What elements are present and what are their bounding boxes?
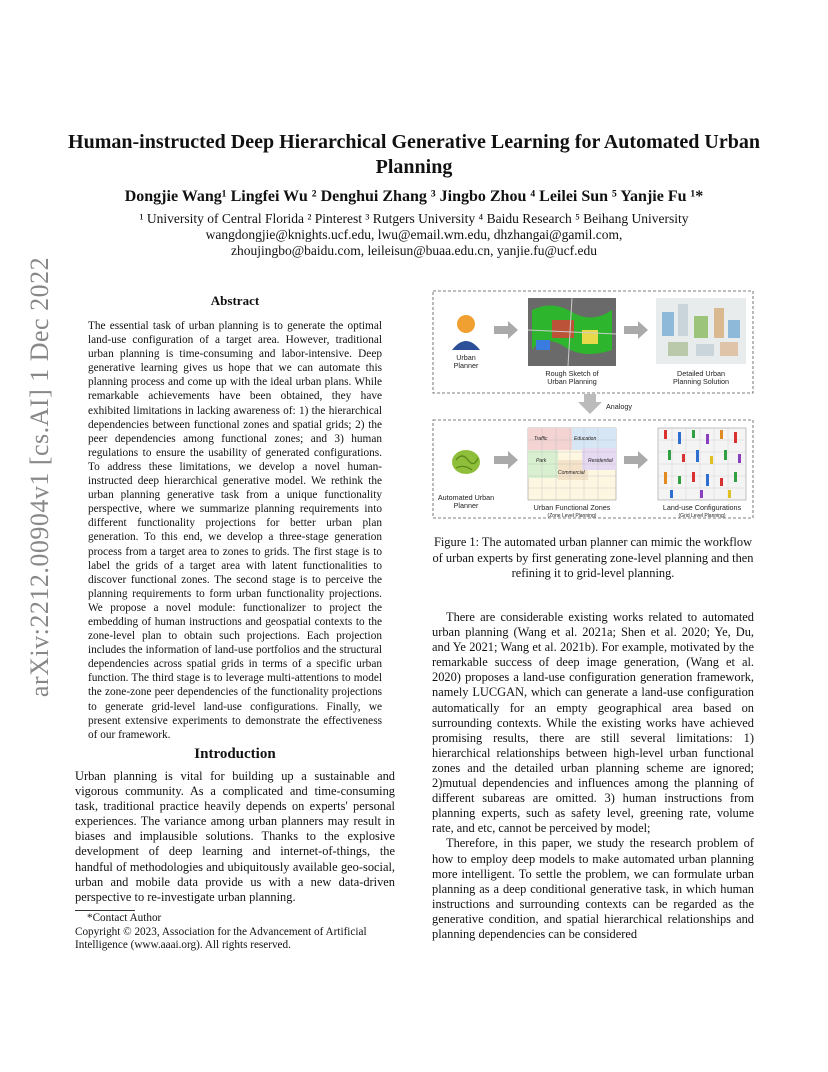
arrow-right-icon <box>624 451 648 469</box>
label-sketch-1: Rough Sketch of <box>545 369 599 378</box>
author-list: Dongjie Wang¹ Lingfei Wu ² Denghui Zhang ³ Jingbo Zhou ⁴ Leilei Sun ⁵ Yanjie Fu ¹* <box>124 188 704 205</box>
paragraph-related-work: There are considerable existing works related to automated urban planning (Wang et al. 2021a; Shen et al. 2020; Ye, Du, and Ye 2021; Wang et al. 2021b). For example, motivated by the remarkable success of deep image generation, (Wang et al. 2020) proposes a land-use configuration generation framework, namely LUCGAN, which can generate a land-use configuration automatically for an empty geographical area based on surrounding contexts. While the existing works have achieved promising results, there are still several limitations: 1) hierarchical relationships between high-level urban functional zones and the detailed urban planning scheme are ignored; 2)mutual dependencies and influences among the planning of different subareas are omitted. 3) human instructions from planning experts, such as safety level, greening rate, volume rate, and etc, cannot be perceived by model; <box>432 610 754 836</box>
paper-title: Human-instructed Deep Hierarchical Generative Learning for Automated Urban Planning <box>68 131 760 178</box>
arrow-right-icon <box>494 451 518 469</box>
affiliation-emails-2: zhoujingbo@baidu.com, leileisun@buaa.edu.cn, yanjie.fu@ucf.edu <box>230 243 598 258</box>
abstract-heading: Abstract <box>210 293 260 308</box>
rough-sketch-map-image <box>528 298 616 366</box>
brain-icon <box>452 450 480 474</box>
introduction-body: Urban planning is vital for building up a sustainable and vigorous community. As a complicated and time-consuming task, traditional practice heavily depends on experts' personal experiences. The variance among urban planners may result in biases and implausible solutions. Thanks to the explosive development of deep learning and internet-of-things, the handful of methodologies and ubiquitously available geo-social, urban and mobile data provide us with a new data-driven perspective to re-investigate urban planning. <box>75 769 395 904</box>
label-sketch-2: Urban Planning <box>547 377 597 386</box>
zone-education-label: Education <box>574 436 597 442</box>
figure-1 <box>432 290 754 522</box>
label-solution-2: Planning Solution <box>673 377 729 386</box>
arrow-right-icon <box>494 321 518 339</box>
zone-traffic-label: Traffic <box>534 436 548 442</box>
zone-residential-label: Residential <box>588 458 613 464</box>
label-auto-planner-1: Automated Urban <box>437 493 495 502</box>
label-configs: Land-use Configurations <box>662 503 742 512</box>
label-planner-2: Planner <box>453 361 479 370</box>
land-use-configurations-grid <box>658 428 746 500</box>
arrow-down-icon <box>578 394 602 414</box>
zone-park-label: Park <box>536 458 547 464</box>
introduction-heading: Introduction <box>194 746 276 762</box>
footnote-contact: *Contact Author <box>87 912 162 924</box>
label-planner-1: Urban <box>456 353 476 362</box>
right-column-body <box>432 610 754 942</box>
affiliation-institutions: ¹ University of Central Florida ² Pinterest ³ Rutgers University ⁴ Baidu Research ⁵ Beihang University <box>139 211 689 226</box>
zone-commercial-label: Commercial <box>558 470 585 476</box>
label-analogy: Analogy <box>606 402 632 411</box>
figure-caption: Figure 1: The automated urban planner can mimic the workflow of urban experts by first generating zone-level planning and then refining it to grid-level planning. <box>432 535 754 580</box>
affiliation-emails-1: wangdongjie@knights.ucf.edu, lwu@email.wm.edu, dhzhangai@gamil.com, <box>205 227 623 242</box>
arxiv-sidebar-id: arXiv:2212.00904v1 [cs.AI] 1 Dec 2022 <box>25 256 54 698</box>
arrow-right-icon <box>624 321 648 339</box>
detailed-city-3d-image <box>656 298 746 364</box>
footnote <box>75 912 405 953</box>
label-zones: Urban Functional Zones <box>533 503 611 512</box>
footnote-rule <box>75 910 135 911</box>
label-configs-sub: (Grid Level Planning) <box>678 513 726 519</box>
label-solution-1: Detailed Urban <box>677 369 725 378</box>
person-icon <box>452 315 480 350</box>
affiliations <box>60 211 768 259</box>
abstract-body: The essential task of urban planning is to generate the optimal land-use configuration of a target area. However, traditional urban planning is time-consuming and labor-intensive. Deep generative learning gives us hope that we can automate this planning process and come up with the ideal urban plans. While remarkable achievements have been obtained, they have exhibited limitations in lacking awareness of: 1) the hierarchical dependencies between functional zones and spatial grids; 2) the peer dependencies among functional zones; and 3) human regulations to ensure the usability of generated configurations. To address these limitations, we develop a novel human-instructed deep hierarchical generative model. We rethink the urban planning generative task from a unique functionality perspective, where we summarize planning requirements into different functionality projections for better urban plan generation. To this end, we develop a three-stage generation process from a target area to zones to grids. The first stage is to label the grids of a target area with latent functionalities to discover functional zones. The second stage is to perceive the planning requirements to form urban functionality projections. We propose a novel module: functionalizer to project the embedding of human instructions and geospatial contexts to the zone-level plan to obtain such projections. Each projection includes the information of land-use portfolios and the structural dependencies across spatial grids in terms of a specific urban function. The third stage is to leverage multi-attentions to model the zone-zone peer dependencies of the functionality projections to generate grid-level land-use configurations. Finally, we present extensive experiments to demonstrate the effectiveness of our framework. <box>88 320 382 741</box>
footnote-copyright: Copyright © 2023, Association for the Advancement of Artificial Intelligence (www.aaai.org). All rights reserved. <box>75 925 367 952</box>
label-zones-sub: (Zone Level Planning) <box>547 513 597 519</box>
paragraph-problem: Therefore, in this paper, we study the research problem of how to employ deep models to make automated urban planning more intelligent. To settle the problem, we can formulate urban planning as a deep conditional generative task, in which human instructions and surrounding contexts can be regarded as the generative condition, and spatial hierarchical relationships and planning dependencies can be considered <box>432 836 754 941</box>
label-auto-planner-2: Planner <box>453 501 479 510</box>
